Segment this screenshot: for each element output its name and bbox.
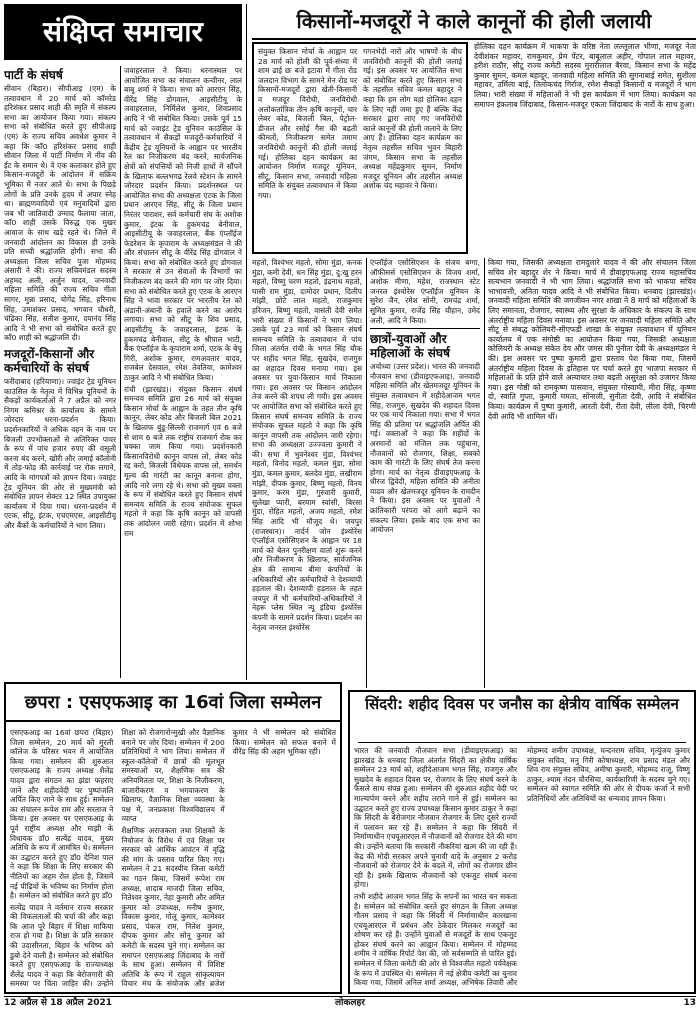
footer-paper-name: लोकलहर [335, 998, 365, 1008]
chhapra-headline: छपरा : एसएफआइ का 16वां जिला सम्मेलन [6, 684, 340, 722]
sindri-text-2: तभी शहीदे आजम भगत सिंह के सपनों का भारत बन सकता है। सम्मेलन को संबोधित करते हुए संगठन के जिला अध्यक्ष गौतम प्रसाद ने कहा कि सिंदरी में निर्माणाधीन कारखाना एचयूआरएल में प्रबंधन और ठेकेदार मिलकर मजदूरों का शोषण कर रहे हैं। उन्होंने युवाओं से मजदूरों के साथ एकजुट होकर संघर्ष करने का आह्वान किया। सम्मेलन में मोहम्मद शमीम ने वार्षिक रिपोर्ट पेश की, जो सर्वसम्मति से पारित हुई। सम्मेलन में जिला कमेटी की ओर से विश्वजीत महतो पर्यवेक्षक के रूप में उपस्थित थे। सम्मेलन में नई क्षेत्रीय कमेटी का चुनाव किया गया, जिसमें अनिल शर्मा अध्यक्ष, अभिषेक तिवारी और मोहम्मद शमीम उपाध्यक्ष, चन्दनराम सचिव, मृत्युंजय कुमार संयुक्त सचिव, मनु गिरी कोषाध्यक्ष, राम प्रसाद मंडल और शिव राय संयुक्त सचिव, अमीषा कुमारी, मोहम्मद राजू, विष्णु ठाकुर, श्याम नंदन चौरसिया, कार्यकारिणी के सदस्य चुने गए। सम्मेलन को स्वागत समिति की ओर से दीपक कर्जा ने सभी प्रतिनिधियों और अतिथियों का धन्यवाद ज्ञापन किया। [354, 746, 690, 988]
lead-text-dhanbad: किया गया, जिसकी अध्यक्षता रामदुलारे यादव ने की और संचालन जिला सचिव शेर बहादुर शेर ने किया। मार्च में डीवाइएफआइ राज्य महासचिव सत्यभान जनवादी ने भी भाग लिया। श्रद्धांजलि सभा को भाकपा सचिव भाभावत्ती, अनिता यादव आदि ने भी संबोधित किया। धनबाद (झारखंड)। जनवादी महिला समिति की जगजीवन नगर शाखा ने 8 मार्च को महिलाओं के लिए समानता, रोजगार, स्वास्थ्य और सुरक्षा के अधिकार के संकल्प के साथ अंतर्राष्ट्रीय महिला दिवस मनाया। इस अवसर पर जनवादी महिला समिति और सीटू से संबद्ध कोलियरी-सीएफडी शाखा के संयुक्त तत्वावधान में यूनियन कार्यालय में एक संगोष्ठी का आयोजन किया गया, जिसकी अध्यक्षता कोलियरी के अध्यक्ष संकेत देव और जमस की पुनीता देवी के अध्यक्षमंडल ने की। इस अवसर पर पुष्पा कुमारी द्वारा प्रस्ताव पेश किया गया, जिसमें अंतर्राष्ट्रीय महिला दिवस के इतिहास पर चर्चा करते हुए भाजपा सरकार में महिलाओं के प्रति होने वाले अत्याचार तथा बढ़ती असुरक्षा को उजागर किया गया। इस गोष्ठी को रामकृष्ण पासवान, संयुक्ता गोस्वामी, मीरा सिंह, कृष्णा दो, स्वाति गुप्ता, कुमारी ममता, सोनाली, सुनीता देवी, आदि ने संबोधित किया। कार्यक्रम में पुष्पा कुमारी, आरती देवी, रीता देवी, लीला देवी, चिरणी देवी आदि भी शामिल थीं। [488, 258, 696, 421]
column-divider [484, 258, 485, 688]
sindri-headline: सिंदरी: शहीद दिवस पर जनौस का क्षेत्रीय वार्षिक सम्मेलन [365, 695, 679, 713]
briefs-column-1 [4, 66, 116, 678]
sindri-body [354, 746, 690, 990]
chhapra-body [10, 728, 336, 990]
youth-heading: छात्रों-युवाओं और महिलाओं के संघर्ष [370, 332, 450, 361]
lead-text-intro: संयुक्त किसान मोर्चा के आह्वान पर 28 मार्च को होली की पूर्व-संध्या में शाम ढाई छः बजे इटावा में गीता रोड जलदान विभाग के सामने मेन रोड पर किसानों-मजदूरों द्वारा खेती-किसानी व मजदूर विरोधी, जनविरोधी अलोकतांत्रिक तीन कृषि कानूनों, चार लेबर कोड, बिजली बिल, पेट्रोल-डीजल और रसोई गैस की बढ़ती कीमतों, निजीकरण समेत तमाम जनविरोधी कानूनों की होली जलाई गई। होलिका दहन कार्यक्रम का आयोजन निर्माण मजदूर यूनियन, सीटू, किसान सभा, जनवादी महिला समिति के संयुक्त तत्वावधान में किया गया। [258, 47, 357, 200]
lead-text-jaipur-cont: एंप्लॉईज एसोसिएशन के संजय बग्गा, ऑफीसर्स एसोसिएशन के विजय शर्मा, अशोक मीणा, महेश, राजस्थान स्टेट जनरल इंश्योरेंस एंप्लॉईज यूनियन के सुरेश जैन, रमेश सोनी, रामचंद्र शर्मा, सुमित कुमार, राजेंद्र सिंह चौहान, उमेद अली, आदि ने किया। [370, 258, 480, 325]
chhapra-text-3: शैक्षणिक अराजकता तथा शिक्षकों के नियोजन के विरोध में एवं शिक्षा पर सरकार को आर्थिक आवंटन में वृद्धि की मांग के प्रस्ताव पारित किए गए। सम्मेलन ने 21 सदस्यीय जिला कमेटी का गठन किया, जिसमें रूपेश राम अध्यक्ष, शादाब माजदी जिला सचिव, नितेश्वर कुमार, नेहा कुमारी और अमित कुमार को उपाध्यक्ष, मनीष कुमार, विकास कुमार, गोलू कुमार, कामेश्वर प्रसाद, पंकज राम, नितेश कुमार, दीपक कुमार और सोनू कुमार को कमेटी के सदस्य चुने गए। सम्मेलन का समापन एसएफआइ जिंदाबाद के नारों के साथ हुआ। सम्मेलन में विशिष्ट अतिथि के रूप में राहुल सांकृत्यायन विचार मंच के संयोजक और ब्रजेश कुमार ने भी सम्मेलन को संबोधित किया। सम्मेलन को सफल बनाने में वीरेंद्र सिंह की अहम भूमिका रही। [121, 728, 336, 989]
headline-rule [358, 742, 686, 743]
chhapra-text-1: एसएफआइ का 16वां छपरा (बिहार) जिला सम्मेलन, 20 मार्च को मुरली कॉलेज के परिसर भवन में आयोजित किया गया। सम्मेलन की शुरुआत एसएफआइ के राज्य अध्यक्ष शैलेंद्र यादव द्वारा संगठन का झंडा फहराए जाने और शहीदवेदी पर पुष्पांजलि अर्पित किए जाने के साथ हुई। सम्मेलन का संचालन रूपेश राम और सरताज ने किया। इस अवसर पर एसएफआइ के पूर्व राष्ट्रीय अध्यक्ष और माझी के विधायक डॉ0 सत्येंद्र यादव, मुख्य अतिथि के रूप में आमंत्रित थे। सम्मेलन का उद्घाटन करते हुए डॉ0 देनिश पाल ने कहा कि शिक्षा के लिए सरकार की नीतियों का अहम रोल होता है, जिसमें नई पीढ़ियों के भविष्य का निर्माण होता है। सम्मेलन को संबोधित करते हुए डॉ0 [10, 728, 114, 901]
lead-text-ranchi-jaipur: महतो, विश्वंभर महतो, सोमा मुंडा, कनक मुंडा, कमी देवी, धन सिंह मुंडा, दु:खु हरन महतो, विष्णु चरण महतो, इंद्रनाथ महतो, घासी राम मुंडा, दामोदर प्रधान, दिलीप मांझी, छोटे लाल महतो, राजकुमार हरिजन, बिष्णु महतो, वासंती देवी समेत भारी संख्या में किसानों ने भाग लिया। उसके पूर्व 23 मार्च को किसान संघर्ष समन्वय समिति के तत्वावधान में पांच जिला अंतर्गत रांची के भगत सिंह चौक पर शहीद भगत सिंह, सुखदेव, राजगुरु का शहादत दिवस मनाया गया। इस अवसर पर युवा-किसान मार्च निकाला गया। इस अवसर पर किसान आंदोलन तेज करने की शपथ ली गयी। इस अवसर पर आयोजित सभा को संबोधित करते हुए किसान संघर्ष समन्वय समिति के राज्य संयोजक सुफल महतो ने कहा कि कृषि कानून वापसी तक आंदोलन जारी रहेगा। सभा की अध्यक्षता उज्ज्वला कुमारी ने की। सभा में भुवनेश्वर मुंडा, विश्वंभर महतो, विनोद महतो, कमल मुंडा, सोमा मुंडा, कमल कुमार, बलदेव मुंडा, लखीराम मांझी, दीपक कुमार, बिष्णु महतो, विनय कुमार, करम मुंडा, गुरुवारी कुमारी, सुलेखा प्यारी, बरयाम स्वांसी, बिरसा मुंडा, रोहित महतो, अजय महतो, रमेश सिंह आदि भी मौजूद थे। जयपुर (राजस्थान)। नार्दर्न जोन इंश्योरेंस एंप्लॉईज एसोसिएशन के आह्वान पर 18 मार्च को बेतन पुनरीक्षण वार्ता शुरू करने और निजीकरण के खिलाफ, सार्वजनिक क्षेत्र की सामान्य बीमा कंपनियों के अधिकारियों और कर्मचारियों ने देशव्यापी हड़ताल की। देशव्यापी हड़ताल के तहत जयपुर में भी कर्मचारियों-अधिकारियों ने नेहरू प्लेस स्थित न्यू इंडिया इंश्योरेंस कंपनी के सामने प्रदर्शन किया। प्रदर्शन का नेतृत्व जनरल इंश्योरेंस [252, 258, 362, 632]
section-rule [370, 328, 480, 329]
column-divider [246, 4, 247, 680]
brief-text-workers: फरीदाबाद (हरियाणा)। ज्वाइंट ट्रेड यूनियन काउंसिल के नेतृत्व में विभिन्न यूनियनों के सैकड़ों कार्यकर्ताओं ने 7 अप्रैल को नगर निगम कमिश्नर के कार्यालय के सामने जोरदार धरना-प्रदर्शन किया। प्रदर्शनकारियों ने अधिक वहन के नाम पर बिजली उपभोक्ताओं से अतिरिक्त पावर के रूप में पांच हजार रुपए की वसूली करना बंद करने, खोरी और जमाई कॉलोनी में तोड़-फोड़ की कार्रवाई पर रोक लगाने, आदि के मांगपत्रों को ज्ञापन दिया। ज्वाइंट ट्रेड यूनियन की ओर से मुख्यमंत्री को संबोधित ज्ञापन सेक्टर 12 स्थित उपायुक्त कार्यालय में दिया गया। धरना-प्रदर्शन में एटक, सीटू, इंटक, एचएमएस, आइसीटीयू और बैंकों के कर्मचारियों ने भाग लिया। [4, 377, 116, 530]
lead-text-participants: होलिका दहन कार्यक्रम में भाकपा के वरिष्ठ नेता लल्लूलाल भीणा, मजदूर नेता देवीशंकर महावर, रामकुमार, प्रेम पेंटर, बाबूलाल अहीर, गोपाल लाल महावर, हरीश राठौर, सीटू राज्य कमेटी सदस्य मुरारीलाल बैरवा, किसान सभा के महेंद्र कुमार सुमन, कमल बहादुर, जनवादी महिला समिति की सुगनाबाई समेत, सुशीला महावर, उर्मिला बाई, तिलोकचंद गिर्राज, रमेश सैकड़ों किसानों व मजदूरों ने भाग लिया। भारी संख्या में महिलाओं ने भी इस कार्यक्रम में भाग लिया। कार्यक्रम का समापन इंकलाब जिंदाबाद, किसान-मजदूर एकता जिंदाबाद के नारों के साथ हुआ। [474, 42, 696, 109]
brief-text-party: सीवान (बिहार)। सीपीआइ (एम) के तत्वावधान में 20 मार्च को कॉमरेड हरिशंकर प्रसाद शाही की स्मृति में संकल्प सभा का आयोजन किया गया। संकल्प सभा को संबोधित करते हुए सीपीआइ (एम) के राज्य सचिव अवधेश कुमार ने कहा कि कॉ0 हरिशंकर प्रसाद शाही सीवान जिला में पार्टी निर्माण में नींव की ईंट के समान थे। वे एक कलाकार होते हुए किसान-मजदूरों के आंदोलन में सक्रिय भूमिका में नजर आते थे। सभा के पिछड़े लोगों के प्रति उनके हृदय में अपार स्नेह था। ब्राह्मणवादियों एवं मनुवादियों द्वारा जब भी जातिवादी उन्माद फैलाया जाता, कॉ0 शाही उसके विरुद्ध एक मुखर आवाज के साथ खड़े रहते थे। जिले में जनवादी आंदोलन का विकास ही उनके प्रति सच्ची श्रद्धांजलि होगी। सभा की अध्यक्षता जिला सचिव पूजा मोहम्मद अंसारी ने की। राज्य सचिवमंडल सदस्य अहमद अली, अर्जुन यादव, जनवादी महिला समिति की राज्य सचिव गीता सागर, मुन्ना प्रसाद, योगेंद्र सिंह, हरिनाथ सिंह, उमाशंकर प्रसाद, भगवान चौधरी, चंद्रिका सिंह, सतीश कुमार, दयानंद सिंह आदि ने भी सभा को संबोधित करते हुए कॉ0 शाही को श्रद्धांजलि दी। [4, 84, 116, 343]
lead-headline: किसानों-मजदूरों ने काले कानूनों की होली जलायी [296, 9, 652, 33]
briefs-banner [4, 4, 242, 60]
headline-rule [252, 38, 696, 40]
youth-text: अयोध्या (उत्तर प्रदेश)। भारत की जनवादी नौजवान सभा (डीवाइएफआइ), जनवादी महिला समिति और खेतमजदूर यूनियन के संयुक्त तत्वावधान में शहीदेआजम भगत सिंह, राजगुरु, सुखदेव की शहादत दिवस पर एक मार्च निकाला गया। सभा में भगत सिंह की प्रतिमा पर श्रद्धांजलि अर्पित की गई। वक्ताओं ने कहा कि शहीदों के अरमानों को मंजिल तक पहुंचाना, नौजवानों को रोजगार, शिक्षा, सबको काम की गारंटी के लिए संघर्ष तेज करना होगा। मार्च का नेतृत्व डीवाइएफआइ के धीरज द्विवेदी, महिला समिति की अनीता यादव और खेतमजदूर यूनियन के रामदीन ने किया। इस अवसर पर युवाओं ने क्रांतिकारी परंपरा को आगे बढ़ाने का संकल्प लिया। इसके बाद एक सभा का आयोजन [370, 362, 480, 535]
lead-column-dhanbad [488, 258, 696, 686]
brief-heading-workers: मजदूरों-किसानों और कर्मचारियों के संघर्ष [4, 347, 95, 376]
lead-text-speech: गगनभेदी नारों और भाषणों के बीच जनविरोधी कानूनों की होली जलाई गई। इस अवसर पर आयोजित सभा को संबोधित करते हुए किसान सभा के तहसील सचिव कमल बहादुर ने कहा कि हम लोग यहां होलिका दहन के लिए नहीं जमा हुए हैं बल्कि केंद्र सरकार द्वारा लाए गए जनविरोधी काले कानूनों की होली जलाने के लिए आए हैं। होलिका दहन कार्यक्रम का नेतृत्व तहसील सचिव भुवन बिहारी जंगम, किसान सभा के तहसील अध्यक्ष महेंद्रकुमार सुमन, निर्माण मजदूर यूनियन और तहसील अध्यक्ष अशोक चंद महावर ने किया। [363, 47, 462, 191]
footer-date: 12 अप्रैल से 18 अप्रैल 2021 [4, 998, 113, 1008]
chhapra-box [4, 682, 342, 994]
sindri-text-1: भारत की जनवादी नौजवान सभा (डीवाइएफआइ) का झारखंड के धनबाद जिला अंतर्गत सिंदरी का क्षेत्रीय वार्षिक सम्मेलन 23 मार्च को, शहीदेआजम भगत सिंह, राजगुरु और सुखदेव के शहादत दिवस पर, रोजगार के लिए संघर्ष करने के फैसले साथ संपन्न हुआ। सम्मेलन की शुरुआत शहीद वेदी पर माल्यार्पण करने और शहीद तराने गाने से हुई। सम्मेलन का उद्घाटन करते हुए राज्य उपाध्यक्ष किसान कुमार ठाकुर ने कहा कि सिंदरी के बेरोजगार नौजवान रोजगार के लिए दूसरे राज्यों में पलायन कर रहे हैं। सम्मेलन ने कहा कि सिंदरी में निर्माणाधीन एचयूआरएल में नौजवानों को रोजगार देने की मांग की। उन्होंने बताया कि सरकारी नौकरियां खत्म की जा रही हैं। केंद्र की मोदी सरकार अपने चुनावी वादे के अनुसार 2 करोड़ नौजवानों को रोजगार देने के बदले में, लोगों का रोजगार छीन रही है। इसके खिलाफ नौजवानों को एकजुट संघर्ष करना होगा। [354, 746, 517, 890]
briefs-column-2 [124, 66, 242, 678]
lead-column-ranchi-jaipur [252, 258, 362, 688]
column-divider [120, 66, 121, 678]
column-divider [366, 258, 367, 688]
chhapra-text-2: सत्येंद्र यादव ने वर्तमान राज्य सरकार की विफलताओं की चर्चा की और कहा कि आज पूरे बिहार में शिक्षा माफिया राज हो गया है। शिक्षा के प्रति सरकार की उदासीनता, बिहार के भविष्य को डुबो देने वाली है। सम्मेलन को संबोधित करते हुए एसएफआइ के राज्याध्यक्ष शैलेंद्र यादव ने कहा कि बेरोजगारी की समस्या पर चिंता जाहिर की। उन्होंने शिक्षा को रोजगारोन्मुखी और वैज्ञानिक बनाने पर जोर दिया। सम्मेलन में 200 प्रतिनिधियों ने भाग लिया। सम्मेलन में स्कूल-कॉलेजों में छात्रों की मूलभूत समस्याओं पर, शैक्षणिक सत्र की अनियमितता पर, शिक्षा के निजीकरण, बाजारीकरण व भगवाकरण के खिलाफ, वैज्ञानिक शिक्षा व्यवस्था के पक्ष में, जनप्रकाश विश्वविद्यालय में व्याप्त [10, 728, 225, 989]
lead-participants [474, 42, 696, 254]
brief-heading-party: पार्टी के संघर्ष [4, 68, 63, 82]
sindri-box [348, 690, 696, 994]
brief-text-ranchi: रांची (झारखंड)। संयुक्त किसान संघर्ष समन्वय समिति द्वारा 26 मार्च को संयुक्त किसान मोर्चा के आह्वान के तहत तीन कृषि कानून, लेबर कोड और बिजली बिल 2021 के खिलाफ बुंडू-सिल्ली राजमार्ग एवं 6 बजे से शाम 6 बजे तक राष्ट्रीय राजमार्ग रोक कर चक्का जाम किया गया। प्रदर्शनकारी किसानविरोधी कानून वापस लो, लेबर कोड रद्द करो, बिजली विधेयक वापस लो, समर्थन मूल्य की गारंटी का कानून बनाना होगा, आदि नारे लगा रहे थे। सभा को मुख्य वक्ता के रूप में संबोधित करते हुए किसान संघर्ष समन्वय समिति के राज्य संयोजक सुफल महतो ने कहा कि कृषि कानून को वापसी तक आंदोलन जारी रहेगा। प्रदर्शन में शोभा राम [124, 384, 242, 538]
footer-page-number: 13 [683, 998, 696, 1008]
lead-intro-box [252, 42, 468, 254]
briefs-title: संक्षिप्त समाचार [43, 15, 203, 48]
lead-column-youth [370, 258, 480, 688]
brief-text-faridabad-cont: जवाहरलाल ने किया। धरनास्थल पर आयोजित सभा का संचालन कन्वीनर, लाल बाबू शर्मा ने किया। सभा को आरएन सिंह, वीरेंद्र सिंह डोगवाल, आइसीटीयू के जवाहरलाल, निर्मिलेश कुमार, शिवप्रसाद आदि ने भी संबोधित किया। उसके पूर्व 15 मार्च को ज्वाइंट ट्रेड यूनियन काउंसिल के तत्वावधान में सैकड़ों मजदूरों-कर्मचारियों ने केंद्रीय ट्रेड यूनियनों के आह्वान पर भारतीय रेल का निजीकरण बंद करने, सार्वजनिक क्षेत्रों को संपत्तियों को निजी हाथों में सौंपने के खिलाफ बल्लभगढ़ रेलवे स्टेशन के सामने जोरदार प्रदर्शन किया। प्रदर्शनस्थल पर आयोजित सभा की अध्यक्षता एटक के जिला प्रधान आरएन सिंह, सीटू के जिला प्रधान निरंतर पाराशर, सर्व कर्मचारी संघ के अशोक कुमार, इंटक के हुकमचंद्र बेनीवाल, आइसीटीयू के जवाहरलाल, बैंक एंप्लॉईज फेडरेशन के कृपाराम के अध्यक्षमंडल ने की और संचालन सीटू के वीरेंद्र सिंह डोगवाल ने किया। सभा को संबोधित करते हुए डोगवाल ने सरकार से उन सेवाओं के विभागों का निजीकरण बंद करने की मांग पर जोर दिया। सभा को संबोधित करते हुए एटक के आरएन सिंह ने भावा सरकार पर भारतीय रेल को अडानी-अंबानी के हवाले करने का आरोप लगाया। सभा को सीटू के शिव प्रसाद, आइसीटीयू के जवाहरलाल, इंटक के हुकमचंद्र बेनीवाल, सीटू के श्रीपाल भाटी, बैंक एंप्लॉईज के कृपाराम शर्मा, एटक के बेचू गिरी, अशोक कुमार, रामअवतार यादव, राजबेल देसवाल, रमेश तेवतिया, कामेश्वर ठाकुर आदि ने भी संबोधित किया। [124, 66, 242, 382]
